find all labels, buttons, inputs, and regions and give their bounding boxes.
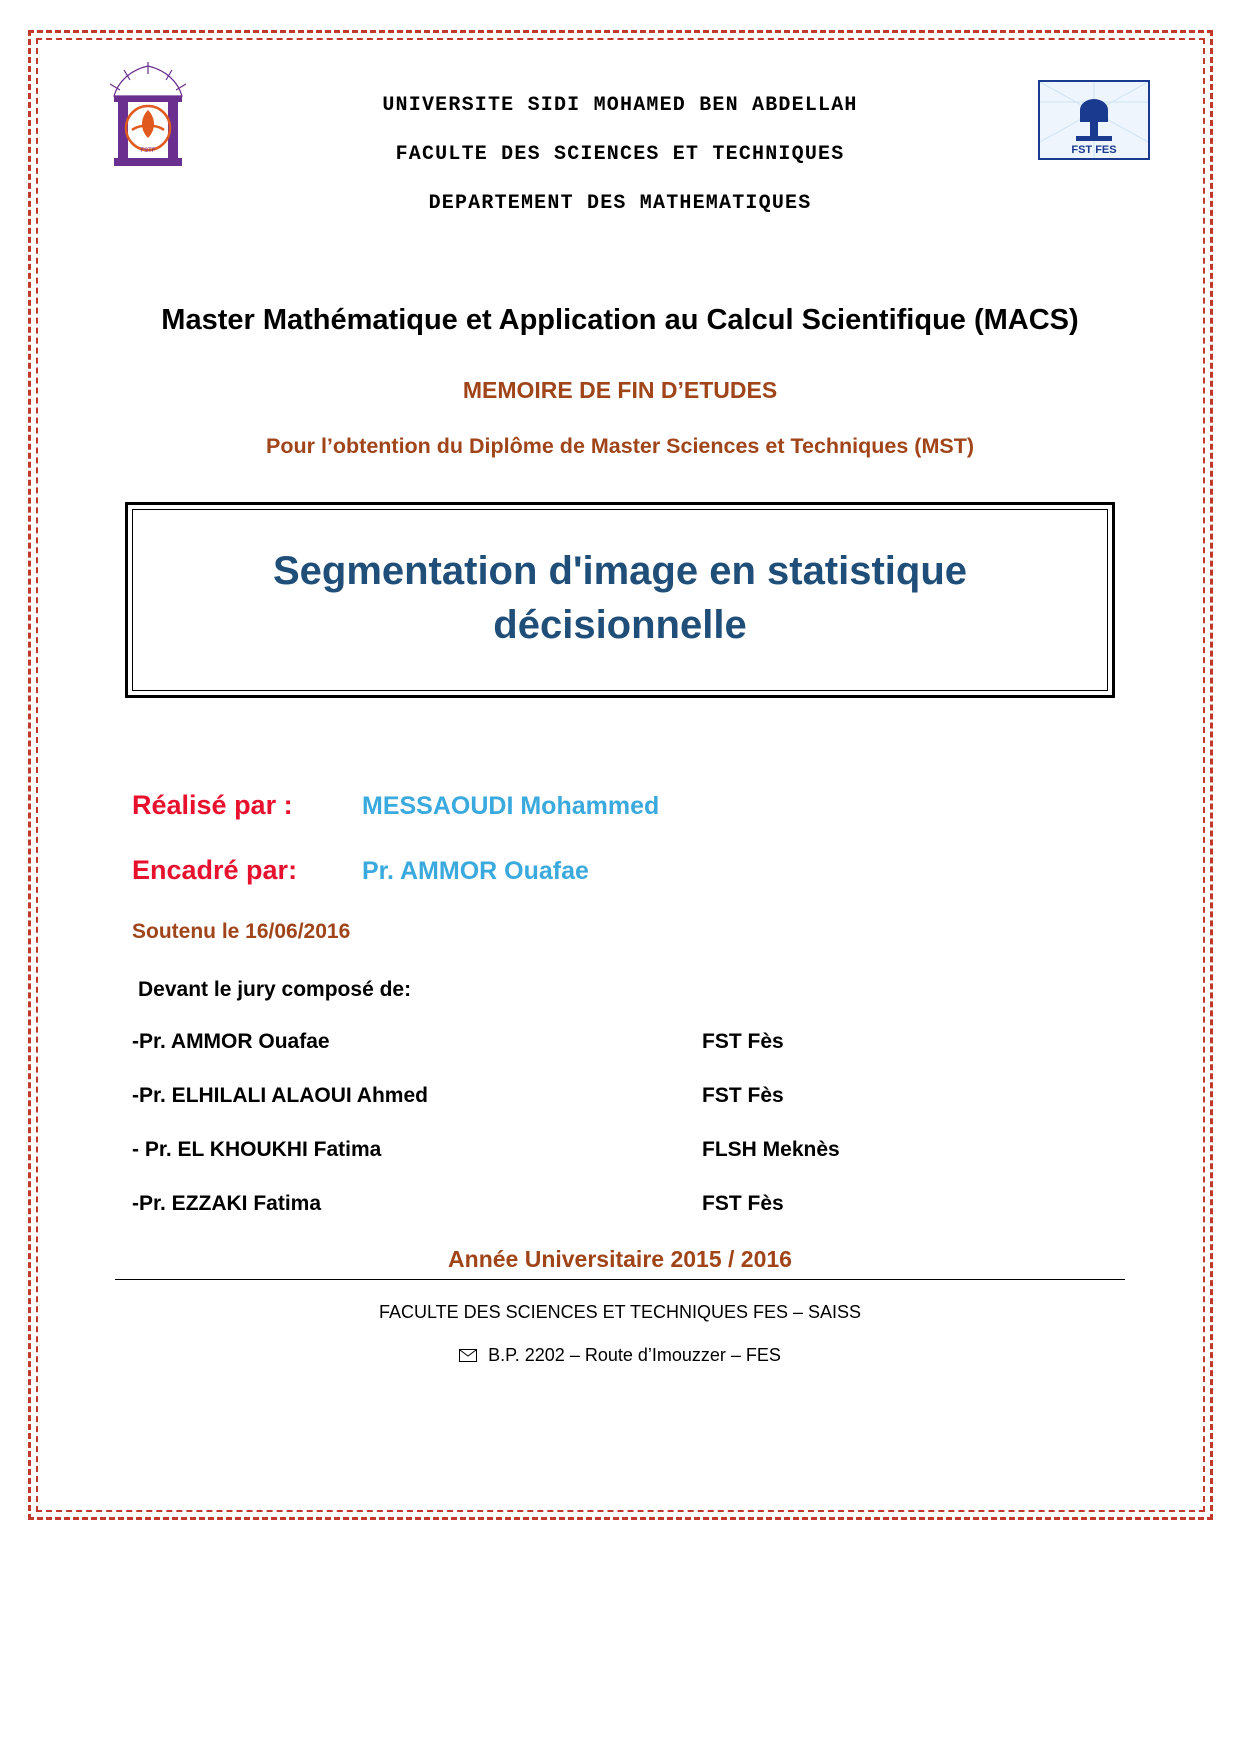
footer-faculty-line: FACULTE DES SCIENCES ET TECHNIQUES FES – SAISS [378,1302,862,1323]
thesis-title-box-inner [132,509,1108,691]
fst-fes-logo [1038,80,1150,160]
envelope-icon [459,1346,477,1367]
jury-member-name: -Pr. ELHILALI ALAOUI Ahmed [132,1084,428,1108]
academic-year: Année Universitaire 2015 / 2016 [448,1246,792,1273]
header-line-department: DEPARTEMENT DES MATHEMATIQUES [428,192,812,215]
jury-list [132,1030,1180,1216]
header-line-faculty: FACULTE DES SCIENCES ET TECHNIQUES [395,143,845,166]
jury-member-name: -Pr. EZZAKI Fatima [132,1192,322,1216]
svg-text:FSTF: FSTF [140,148,156,154]
thesis-title: Segmentation d'image en statistique décisionnelle [272,549,968,648]
encadre-par-label: Encadré par: [132,855,298,886]
jury-member-row [132,1084,1180,1108]
header-line-university: UNIVERSITE SIDI MOHAMED BEN ABDELLAH [382,94,858,117]
encadre-par-row [132,855,1180,886]
jury-member-row [132,1030,1180,1054]
jury-member-name: -Pr. AMMOR Ouafae [132,1030,330,1054]
defense-date: Soutenu le 16/06/2016 [132,920,351,944]
jury-member-institution: FST Fès [702,1030,784,1054]
footer-divider [115,1279,1125,1280]
fst-logo-text: FST FES [1071,144,1117,156]
memoire-subtitle: MEMOIRE DE FIN D’ETUDES [462,376,778,403]
realise-par-row [132,790,1180,821]
jury-label: Devant le jury composé de: [138,978,412,1002]
university-heading [250,94,990,215]
realise-par-label: Réalisé par : [132,790,293,821]
jury-member-row [132,1138,1180,1162]
footer-address-text: B.P. 2202 – Route d’Imouzzer – FES [488,1345,781,1366]
header [60,50,1180,230]
diploma-line: Pour l’obtention du Diplôme de Master Sciences et Techniques (MST) [266,433,974,458]
jury-member-institution: FST Fès [702,1084,784,1108]
student-name: MESSAOUDI Mohammed [362,792,660,821]
jury-member-institution: FLSH Meknès [702,1138,840,1162]
supervisor-name: Pr. AMMOR Ouafae [362,857,589,886]
jury-member-institution: FST Fès [702,1192,784,1216]
master-program-title: Master Mathématique et Application au Calcul Scientifique (MACS) [161,304,1079,336]
university-seal-logo [100,60,196,170]
thesis-title-box [125,502,1115,698]
authors-section [60,790,1180,1216]
jury-member-name: - Pr. EL KHOUKHI Fatima [132,1138,382,1162]
jury-member-row [132,1192,1180,1216]
page-content [60,50,1180,1500]
footer-address-line [60,1345,1180,1367]
